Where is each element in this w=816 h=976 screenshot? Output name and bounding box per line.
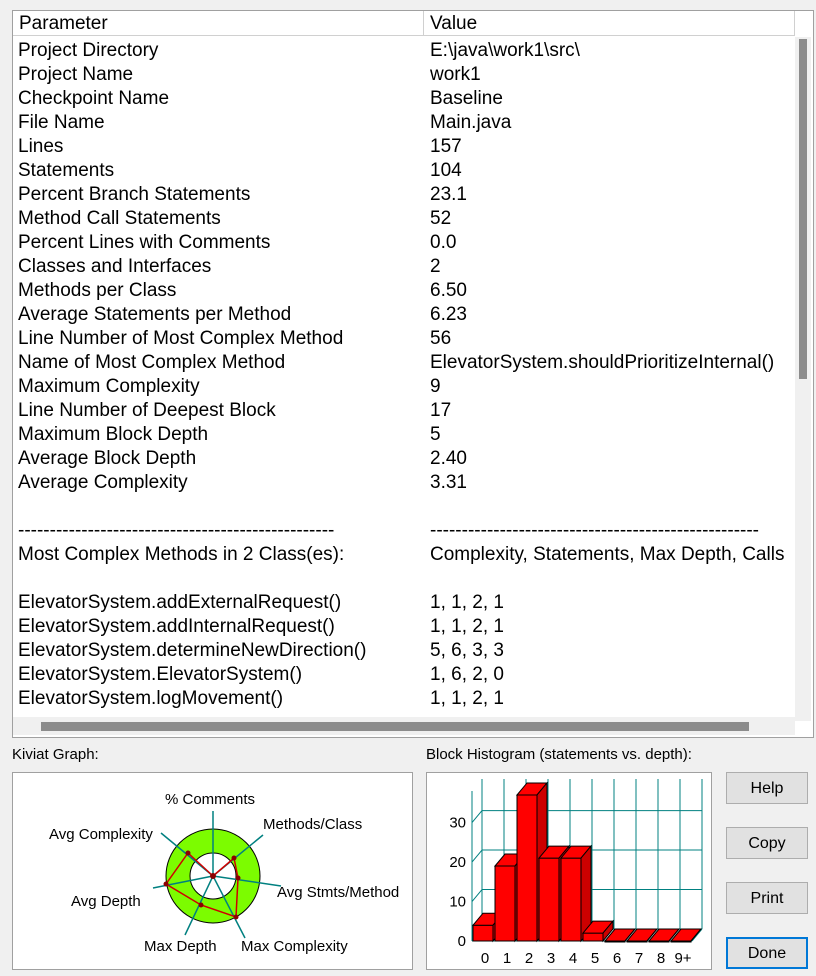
table-row[interactable] [13, 303, 795, 327]
parameter-cell: Maximum Complexity [18, 376, 200, 397]
value-cell: 1, 1, 2, 1 [430, 688, 504, 709]
table-row[interactable] [13, 399, 795, 423]
histogram-label: Block Histogram (statements vs. depth): [426, 746, 692, 763]
value-cell: work1 [430, 64, 481, 85]
value-cell: Main.java [430, 112, 512, 133]
value-cell: 56 [430, 328, 452, 349]
vertical-scroll-thumb[interactable] [799, 39, 807, 379]
parameter-cell: Statements [18, 160, 115, 181]
x-tick-label: 8 [656, 950, 666, 967]
axis-label-comments: % Comments [165, 791, 256, 808]
parameter-cell: ElevatorSystem.logMovement() [18, 688, 284, 709]
table-row[interactable] [13, 159, 795, 183]
table-row[interactable] [13, 135, 795, 159]
table-row[interactable] [13, 351, 795, 375]
value-cell: 2 [430, 256, 441, 277]
table-row[interactable] [13, 519, 795, 543]
axis-label-avg-stmts: Avg Stmts/Method [277, 884, 400, 901]
table-row[interactable] [13, 543, 795, 567]
done-button[interactable]: Done [726, 937, 808, 969]
horizontal-scrollbar[interactable] [13, 717, 795, 735]
table-row[interactable] [13, 111, 795, 135]
table-row[interactable] [13, 687, 795, 711]
value-cell: 5 [430, 424, 441, 445]
table-row[interactable] [13, 87, 795, 111]
table-row[interactable] [13, 231, 795, 255]
axis-label-max-depth: Max Depth [144, 938, 217, 955]
table-row[interactable] [13, 639, 795, 663]
table-row[interactable] [13, 279, 795, 303]
table-header [13, 11, 803, 37]
vertical-scrollbar[interactable] [795, 37, 811, 721]
value-cell: 1, 6, 2, 0 [430, 664, 504, 685]
parameter-cell: ElevatorSystem.addExternalRequest() [18, 592, 342, 613]
table-row[interactable] [13, 183, 795, 207]
x-tick-label: 0 [480, 950, 490, 967]
kiviat-svg [13, 773, 412, 969]
copy-button[interactable]: Copy [726, 827, 808, 859]
value-cell: 1, 1, 2, 1 [430, 592, 504, 613]
value-cell: 1, 1, 2, 1 [430, 616, 504, 637]
table-row[interactable] [13, 423, 795, 447]
table-row[interactable] [13, 207, 795, 231]
parameter-cell: Method Call Statements [18, 208, 221, 229]
parameter-cell: Maximum Block Depth [18, 424, 209, 445]
parameter-cell: ElevatorSystem.determineNewDirection() [18, 640, 367, 661]
x-tick-label: 9+ [674, 950, 692, 967]
value-cell: 3.31 [430, 472, 467, 493]
value-cell: 5, 6, 3, 3 [430, 640, 504, 661]
block-histogram [426, 772, 712, 970]
help-button[interactable]: Help [726, 772, 808, 804]
parameter-cell: Average Complexity [18, 472, 188, 493]
value-cell: 23.1 [430, 184, 467, 205]
value-cell: 2.40 [430, 448, 467, 469]
parameter-cell: Project Directory [18, 40, 159, 61]
parameter-cell: File Name [18, 112, 105, 133]
kiviat-graph-label: Kiviat Graph: [12, 746, 99, 763]
value-cell: 6.50 [430, 280, 467, 301]
table-row[interactable] [13, 495, 795, 519]
value-cell: ElevatorSystem.shouldPrioritizeInternal() [430, 352, 775, 373]
x-tick-label: 4 [568, 950, 578, 967]
horizontal-scroll-thumb[interactable] [41, 722, 749, 731]
parameter-cell: Methods per Class [18, 280, 177, 301]
parameter-cell: Lines [18, 136, 64, 157]
x-tick-label: 2 [524, 950, 534, 967]
table-row[interactable] [13, 375, 795, 399]
value-cell: E:\java\work1\src\ [430, 40, 580, 61]
parameter-cell: Average Block Depth [18, 448, 197, 469]
axis-label-max-complexity: Max Complexity [241, 938, 348, 955]
parameter-cell: Most Complex Methods in 2 Class(es): [18, 544, 345, 565]
parameter-cell: Line Number of Most Complex Method [18, 328, 344, 349]
y-tick-label: 0 [457, 933, 466, 950]
table-row[interactable] [13, 663, 795, 687]
axis-label-avg-depth: Avg Depth [71, 893, 141, 910]
parameter-cell: Line Number of Deepest Block [18, 400, 276, 421]
y-tick-label: 20 [449, 854, 466, 872]
x-tick-label: 7 [634, 950, 644, 967]
table-row[interactable] [13, 255, 795, 279]
axis-label-avg-complexity: Avg Complexity [49, 826, 153, 843]
print-button[interactable]: Print [726, 882, 808, 914]
table-row[interactable] [13, 471, 795, 495]
x-tick-label: 6 [612, 950, 622, 967]
value-cell: 9 [430, 376, 441, 397]
parameter-cell: ElevatorSystem.ElevatorSystem() [18, 664, 303, 685]
y-tick-label: 30 [449, 814, 466, 832]
parameter-cell: Checkpoint Name [18, 88, 170, 109]
table-row[interactable] [13, 39, 795, 63]
table-row[interactable] [13, 327, 795, 351]
parameter-cell: Average Statements per Method [18, 304, 292, 325]
table-row[interactable] [13, 591, 795, 615]
y-tick-label: 10 [449, 893, 466, 911]
table-row[interactable] [13, 447, 795, 471]
value-cell: 17 [430, 400, 452, 421]
x-tick-label: 5 [590, 950, 600, 967]
value-cell: 52 [430, 208, 452, 229]
value-cell: ---------------------------------------------------- [430, 520, 760, 541]
value-cell: Complexity, Statements, Max Depth, Calls [430, 544, 785, 565]
value-cell: 157 [430, 136, 462, 157]
parameter-cell: ElevatorSystem.addInternalRequest() [18, 616, 335, 637]
parameter-cell: Project Name [18, 64, 134, 85]
table-row[interactable] [13, 567, 795, 591]
parameter-cell: Classes and Interfaces [18, 256, 212, 277]
table-rows [13, 39, 795, 721]
parameter-cell: -------------------------------------------------- [18, 520, 335, 541]
histogram-svg [427, 773, 711, 969]
axis-label-methods-class: Methods/Class [263, 816, 363, 833]
x-tick-label: 1 [502, 950, 512, 967]
value-cell: 104 [430, 160, 462, 181]
table-row[interactable] [13, 63, 795, 87]
metrics-table[interactable] [12, 10, 814, 738]
value-cell: Baseline [430, 88, 503, 109]
kiviat-graph [12, 772, 413, 970]
x-tick-label: 3 [546, 950, 556, 967]
parameter-cell: Name of Most Complex Method [18, 352, 286, 373]
column-header-parameter[interactable]: Parameter [13, 11, 424, 36]
value-cell: 6.23 [430, 304, 467, 325]
parameter-cell: Percent Branch Statements [18, 184, 251, 205]
histogram-bar [561, 846, 591, 941]
parameter-cell: Percent Lines with Comments [18, 232, 271, 253]
value-cell: 0.0 [430, 232, 457, 253]
column-header-value[interactable]: Value [424, 11, 795, 36]
table-row[interactable] [13, 615, 795, 639]
